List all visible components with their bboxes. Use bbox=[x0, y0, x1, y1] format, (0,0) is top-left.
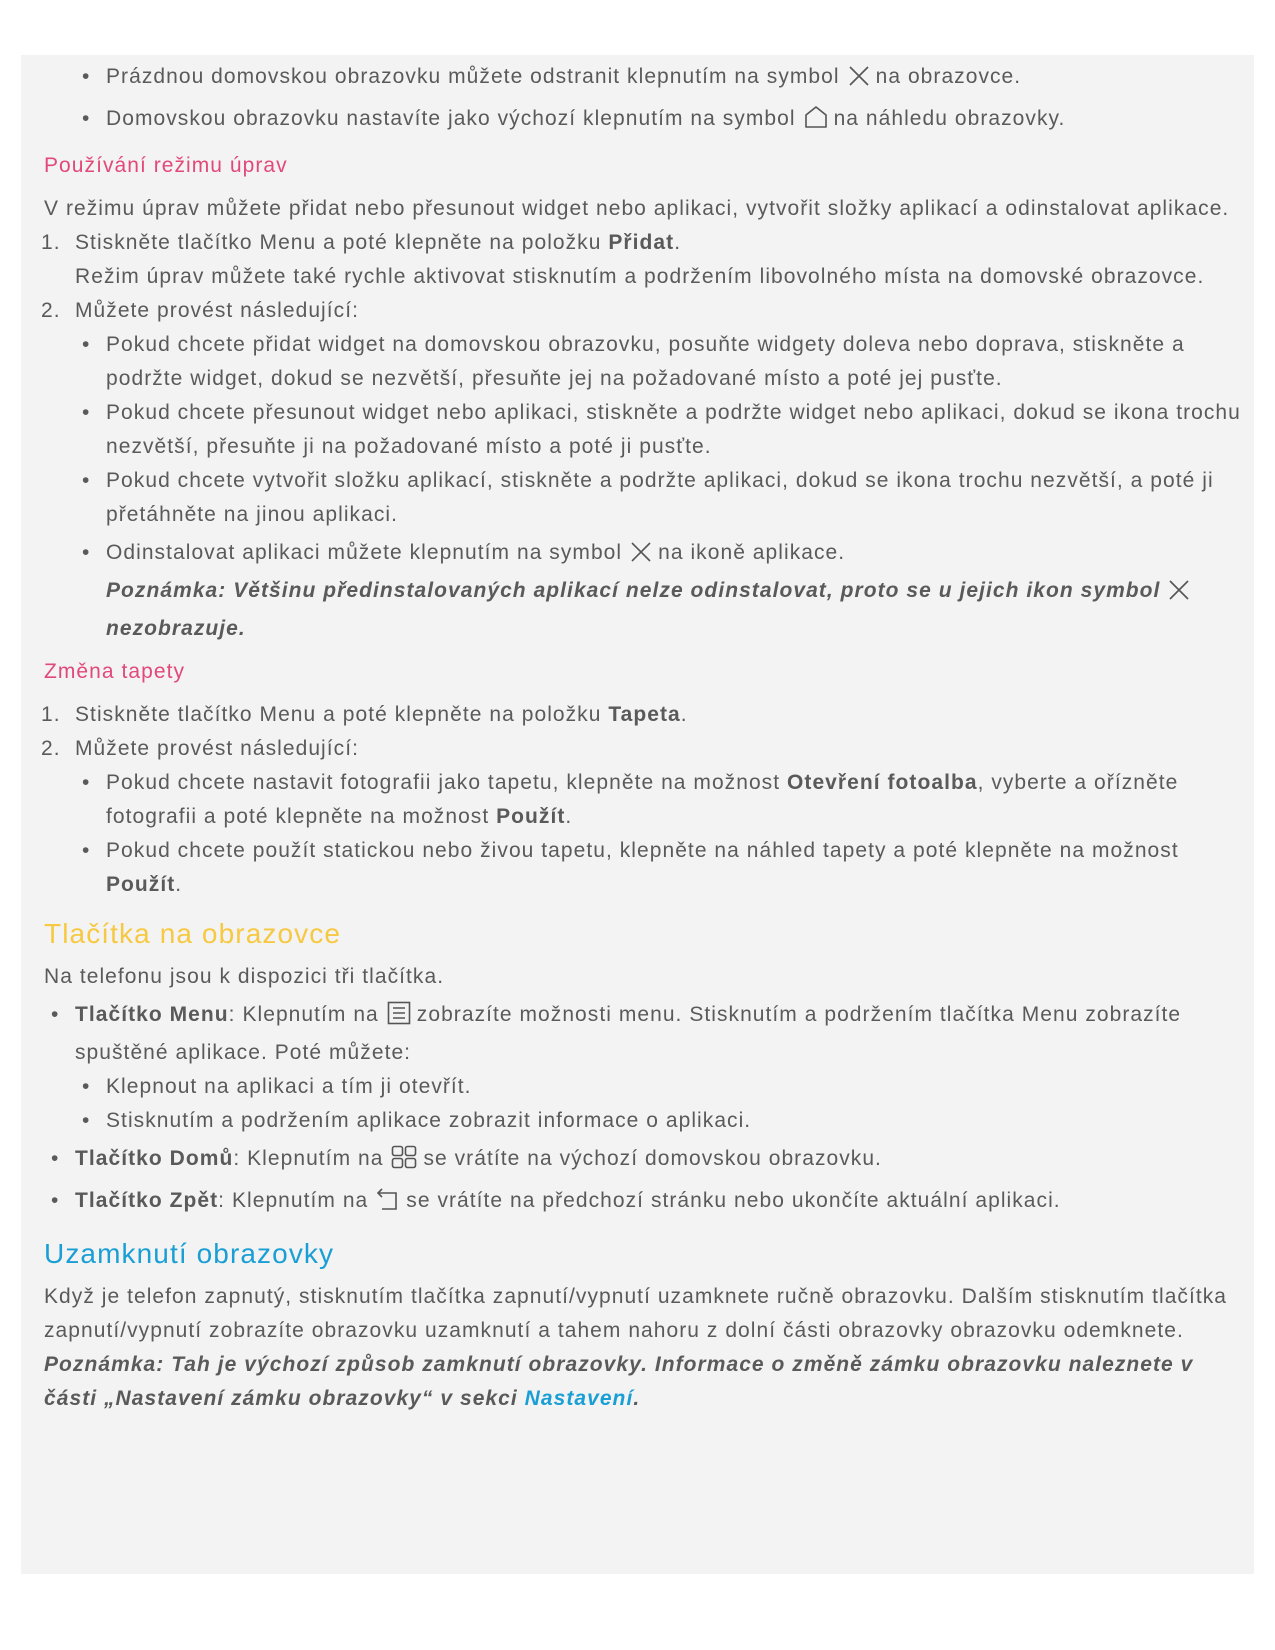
list-item: • Prázdnou domovskou obrazovku můžete odstranit klepnutím na symbol na obrazovce. bbox=[44, 60, 1244, 98]
list-item: • Domovskou obrazovku nastavíte jako výchozí klepnutím na symbol na náhledu obrazovky. bbox=[44, 102, 1244, 140]
home-icon bbox=[804, 105, 828, 140]
list-item: • Pokud chcete přidat widget na domovskou obrazovku, posuňte widgety doleva nebo doprava, stiskněte a podržte widget, dokud se nezvětší, přesuňte jej na požadované místo a poté jej pusťte. bbox=[44, 328, 1244, 396]
lock-heading: Uzamknutí obrazovky bbox=[44, 1238, 335, 1269]
list-item: • Pokud chcete nastavit fotografii jako tapetu, klepněte na možnost Otevření fotoalba, vyberte a ořízněte fotografii a poté klepněte na možnost Použít. bbox=[44, 766, 1244, 834]
wallpaper-heading: Změna tapety bbox=[44, 660, 185, 683]
list-item: • Pokud chcete použít statickou nebo živou tapetu, klepněte na náhled tapety a poté klepněte na možnost Použít. bbox=[44, 834, 1244, 902]
edit-bullet-list bbox=[44, 328, 1244, 646]
lock-note: Poznámka: Tah je výchozí způsob zamknutí obrazovky. Informace o změně zámku obrazovku naleznete v části „Nastavení zámku obrazovky“ v sekci Nastavení. bbox=[44, 1353, 1194, 1410]
buttons-intro: Na telefonu jsou k dispozici tři tlačítka. bbox=[44, 965, 445, 988]
list-item: • Klepnout na aplikaci a tím ji otevřít. bbox=[75, 1070, 1244, 1104]
settings-link[interactable]: Nastavení bbox=[524, 1387, 634, 1410]
list-item: • Tlačítko Domů: Klepnutím na se vrátíte na výchozí domovskou obrazovku. bbox=[44, 1142, 1244, 1180]
lock-text: Když je telefon zapnutý, stisknutím tlačítka zapnutí/vypnutí uzamknete ručně obrazovku. Dalším stisknutím tlačítka zapnutí/vypnutí zobrazíte obrazovku uzamknutí a tahem nahoru z dolní části obrazovky obrazovku odemknete. bbox=[44, 1285, 1228, 1342]
close-icon bbox=[1168, 578, 1190, 612]
menu-icon bbox=[387, 1001, 411, 1036]
buttons-list bbox=[44, 998, 1244, 1222]
home-grid-icon bbox=[391, 1145, 417, 1180]
list-item: • Stisknutím a podržením aplikace zobrazit informace o aplikaci. bbox=[75, 1104, 1244, 1138]
wallpaper-step-1: 1. Stiskněte tlačítko Menu a poté klepněte na položku Tapeta. bbox=[41, 703, 688, 726]
uninstall-note: Poznámka: Většinu předinstalovaných aplikací nelze odinstalovat, proto se u jejich ikon symbolnezobrazuje. bbox=[106, 574, 1244, 646]
close-icon bbox=[848, 64, 870, 98]
list-item: • Tlačítko Zpět: Klepnutím na se vrátíte na předchozí stránku nebo ukončíte aktuální aplikaci. bbox=[44, 1184, 1244, 1222]
menu-sub-list bbox=[75, 1070, 1244, 1138]
list-item: • Pokud chcete přesunout widget nebo aplikaci, stiskněte a podržte widget nebo aplikaci, dokud se ikona trochu nezvětší, přesuňte ji na požadované místo a poté ji pusťte. bbox=[44, 396, 1244, 464]
wallpaper-step-2: 2. Můžete provést následující: bbox=[41, 737, 359, 760]
edit-step-2: 2. Můžete provést následující: bbox=[41, 299, 359, 322]
edit-step-1-sub: Režim úprav můžete také rychle aktivovat stisknutím a podržením libovolného místa na domovské obrazovce. bbox=[75, 265, 1205, 288]
wallpaper-bullet-list bbox=[44, 766, 1244, 902]
list-item: • Odinstalovat aplikaci můžete klepnutím na symbol na ikoně aplikace. Poznámka: Většinu předinstalovaných aplikací nelze odinstalovat, proto se u jejich ikon symbolnezobrazuje. bbox=[44, 536, 1244, 646]
close-icon bbox=[630, 540, 652, 574]
document-content bbox=[41, 60, 1244, 1416]
back-icon bbox=[376, 1187, 400, 1222]
list-item: • Pokud chcete vytvořit složku aplikací, stiskněte a podržte aplikaci, dokud se ikona trochu nezvětší, a poté ji přetáhněte na jinou aplikaci. bbox=[44, 464, 1244, 532]
buttons-heading: Tlačítka na obrazovce bbox=[44, 918, 342, 949]
list-item: • Tlačítko Menu: Klepnutím na zobrazíte možnosti menu. Stisknutím a podržením tlačítka Menu zobrazíte spuštěné aplikace. Poté můžete: • Klepnout na aplikaci a tím ji otevřít. • Stisknutím a podržením aplikace zobrazit informace o aplikaci. bbox=[44, 998, 1244, 1138]
edit-mode-heading: Používání režimu úprav bbox=[44, 154, 288, 177]
top-bullet-list bbox=[44, 60, 1244, 140]
edit-step-1: 1. Stiskněte tlačítko Menu a poté klepněte na položku Přidat. bbox=[41, 231, 682, 254]
edit-mode-intro: V režimu úprav můžete přidat nebo přesunout widget nebo aplikaci, vytvořit složky aplikací a odinstalovat aplikace. bbox=[44, 197, 1230, 220]
